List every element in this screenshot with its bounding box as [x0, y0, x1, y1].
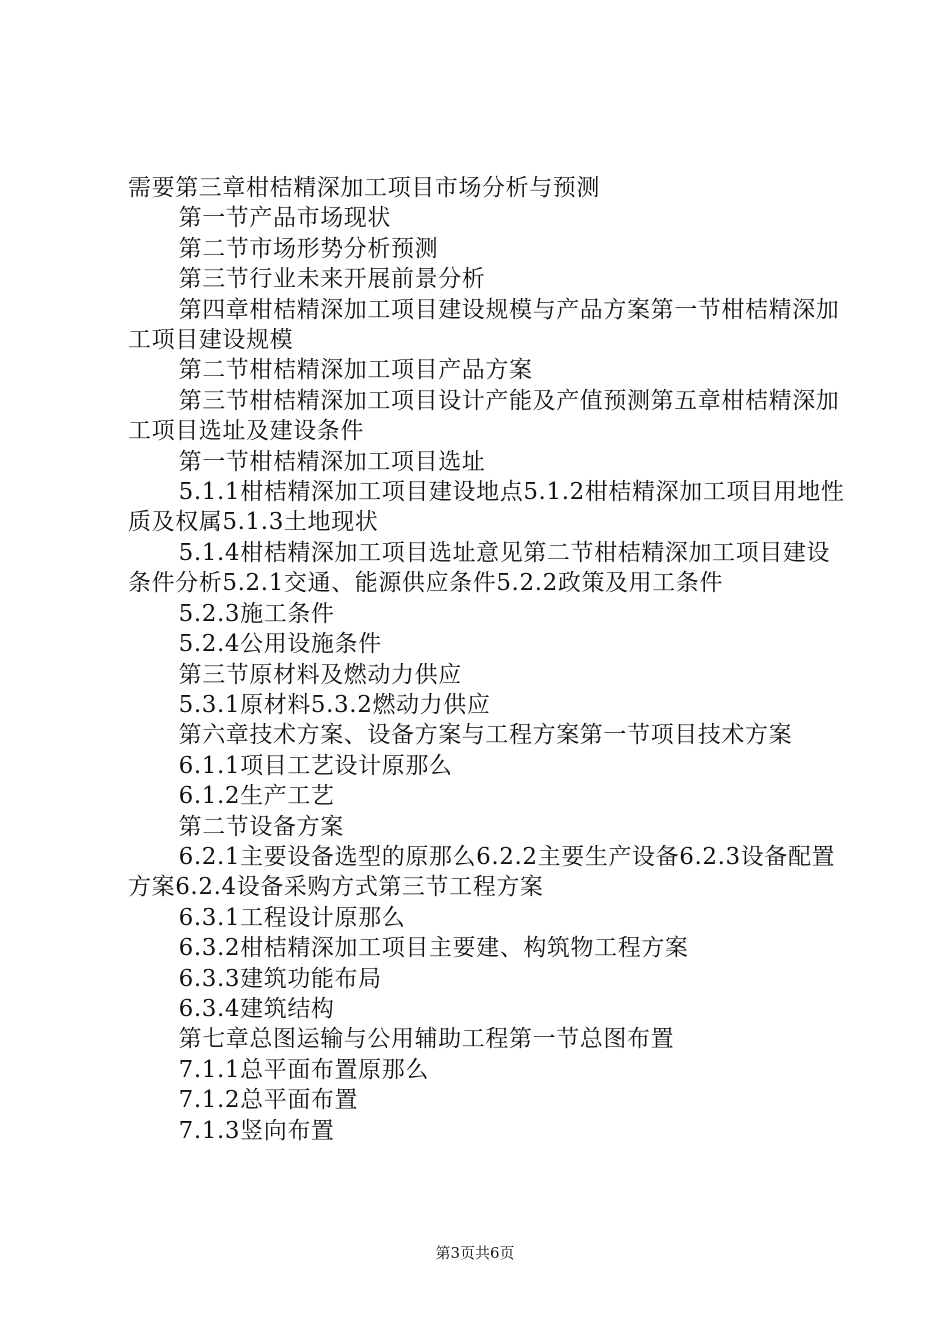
paragraph: 需要第三章柑桔精深加工项目市场分析与预测	[128, 175, 600, 201]
paragraph: 第三节柑桔精深加工项目设计产能及产值预测第五章柑桔精深加工项目选址及建设条件	[128, 387, 840, 445]
paragraph: 7.1.3竖向布置	[178, 1117, 335, 1144]
paragraph: 5.1.4柑桔精深加工项目选址意见第二节柑桔精深加工项目建设条件分析5.2.1交通、能源供应条件5.2.2政策及用工条件	[128, 539, 831, 597]
paragraph: 5.3.1原材料5.3.2燃动力供应	[178, 691, 491, 718]
paragraph: 6.3.1工程设计原那么	[178, 904, 406, 931]
paragraph: 第三节原材料及燃动力供应	[178, 661, 462, 688]
paragraph: 7.1.1总平面布置原那么	[178, 1056, 429, 1083]
page-number-total: 共6页	[475, 1244, 515, 1262]
paragraph: 第二节设备方案	[178, 813, 344, 840]
paragraph: 5.2.3施工条件	[178, 600, 335, 627]
paragraph: 第一节柑桔精深加工项目选址	[178, 448, 486, 475]
page-footer	[0, 1243, 950, 1263]
page-number-current: 第3页	[435, 1244, 475, 1262]
paragraph: 第六章技术方案、设备方案与工程方案第一节项目技术方案	[178, 722, 793, 749]
paragraph: 5.1.1柑桔精深加工项目建设地点5.1.2柑桔精深加工项目用地性质及权属5.1.3土地现状	[128, 479, 845, 536]
paragraph: 6.3.2柑桔精深加工项目主要建、构筑物工程方案	[178, 935, 689, 962]
paragraph: 6.3.4建筑结构	[178, 995, 335, 1022]
paragraph: 第一节产品市场现状	[178, 205, 391, 232]
paragraph: 第二节市场形势分析预测	[178, 235, 439, 262]
paragraph: 6.2.1主要设备选型的原那么6.2.2主要生产设备6.2.3设备配置方案6.2.4设备采购方式第三节工程方案	[128, 843, 836, 901]
paragraph: 第四章柑桔精深加工项目建设规模与产品方案第一节柑桔精深加工项目建设规模	[128, 296, 840, 354]
paragraph: 6.1.1项目工艺设计原那么	[178, 752, 453, 779]
paragraph: 6.1.2生产工艺	[178, 783, 335, 810]
paragraph: 7.1.2总平面布置	[178, 1087, 359, 1114]
paragraph: 第三节行业未来开展前景分析	[178, 266, 486, 293]
paragraph: 6.3.3建筑功能布局	[178, 965, 382, 992]
paragraph: 第七章总图运输与公用辅助工程第一节总图布置	[178, 1026, 675, 1053]
paragraph: 第二节柑桔精深加工项目产品方案	[178, 357, 533, 384]
document-body	[128, 173, 848, 1146]
paragraph: 5.2.4公用设施条件	[178, 631, 382, 658]
